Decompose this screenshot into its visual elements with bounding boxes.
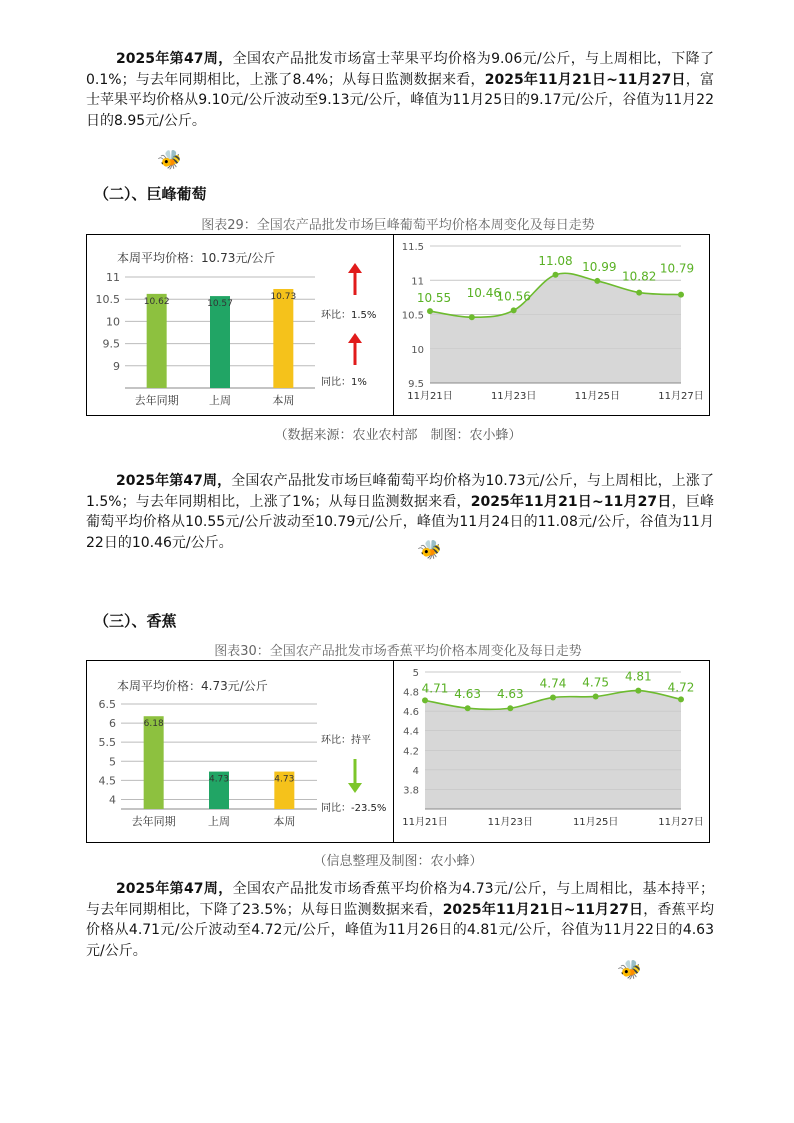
data-point: [553, 272, 559, 278]
down-arrow-icon: [348, 783, 362, 793]
data-label: 10.82: [621, 269, 657, 284]
section-heading-grape: （二）、巨峰葡萄: [94, 185, 207, 203]
y-tick-label: 4.4: [403, 726, 419, 738]
figure-source: （数据来源：农业农村部 制图：农小蜂）: [274, 428, 522, 443]
bar-chart-grape: [87, 235, 393, 415]
data-point: [593, 693, 599, 699]
y-tick-label: 11.5: [401, 242, 424, 253]
y-tick-label: 9.5: [408, 379, 424, 390]
bar: [144, 716, 164, 809]
figure-caption: 图表29：全国农产品批发市场巨峰葡萄平均价格本周变化及每日走势: [201, 218, 595, 233]
y-tick-label: 4: [109, 793, 116, 807]
data-label: 10.79: [659, 261, 695, 276]
y-tick-label: 11: [106, 271, 120, 284]
data-label: 4.81: [624, 669, 652, 684]
x-tick-label: 11月27日: [658, 391, 704, 402]
paragraph-banana: 2025年第47周，全国农产品批发市场香蕉平均价格为4.73元/公斤，与上周相比，基本持平；与去年同期相比，下降了23.5%；从每日监测数据来看，2025年11月21日~11月27日，香蕉平均价格从4.71元/公斤波动至4.72元/公斤，峰值为11月26日的4.81元/公斤，谷值为11月22日的4.63元/公斤。: [86, 881, 714, 959]
data-point: [511, 307, 517, 313]
data-point: [427, 308, 433, 314]
y-tick-label: 4.5: [98, 774, 116, 788]
watermark-logo: 🐝: [616, 955, 647, 986]
x-tick-label: 去年同期: [134, 394, 179, 407]
data-label: 10.56: [496, 289, 531, 304]
data-point: [422, 697, 428, 703]
line-chart-banana: [394, 661, 709, 842]
y-tick-label: 6: [109, 717, 116, 731]
data-point: [678, 696, 684, 702]
y-tick-label: 4.6: [403, 707, 419, 719]
up-arrow-icon: [348, 333, 362, 343]
data-point: [678, 292, 684, 298]
data-label: 11.08: [538, 253, 573, 268]
section-heading-banana: （三）、香蕉: [94, 612, 177, 630]
y-tick-label: 9.5: [102, 337, 120, 351]
x-tick-label: 11月23日: [490, 391, 537, 402]
bar: [147, 294, 167, 388]
data-point: [635, 688, 641, 694]
x-tick-label: 去年同期: [131, 815, 176, 828]
x-tick-label: 11月21日: [402, 817, 448, 828]
bar-data-label: 4.73: [274, 774, 295, 785]
x-tick-label: 11月23日: [487, 817, 534, 828]
mom-change-label: 环比：持平: [321, 735, 371, 746]
data-point: [469, 314, 475, 320]
paragraph-apple: 2025年第47周，全国农产品批发市场富士苹果平均价格为9.06元/公斤，与上周相比，下降了0.1%；与去年同期相比，上涨了8.4%；从每日监测数据来看，2025年11月21日~11月27日，富士苹果平均价格从9.10元/公斤波动至9.13元/公斤，峰值为11月25日的9.17元/公斤，谷值为11月22日的8.95元/公斤。: [86, 51, 715, 129]
data-point: [465, 705, 471, 711]
bar-data-label: 10.62: [143, 296, 170, 307]
x-tick-label: 本周: [272, 394, 295, 407]
y-tick-label: 4.2: [403, 746, 419, 758]
bar-data-label: 6.18: [143, 719, 164, 730]
x-tick-label: 11月27日: [658, 817, 704, 828]
data-point: [507, 705, 513, 711]
x-tick-label: 上周: [208, 815, 230, 828]
figure-source: （信息整理及制图：农小蜂）: [313, 854, 483, 869]
mom-change-label: 环比：1.5%: [321, 310, 377, 321]
y-tick-label: 9: [113, 359, 120, 373]
x-tick-label: 本周: [273, 815, 296, 828]
y-tick-label: 5: [109, 755, 116, 769]
y-tick-label: 5: [412, 668, 419, 679]
paragraph-grape: 2025年第47周，全国农产品批发市场巨峰葡萄平均价格为10.73元/公斤，与上周相比，上涨了1.5%；与去年同期相比，上涨了1%；从每日监测数据来看，2025年11月21日~11月27日，巨峰葡萄平均价格从10.55元/公斤波动至10.79元/公斤，峰值为11月24日的11.08元/公斤，谷值为11月22日的10.46元/公斤。: [86, 473, 715, 551]
watermark-logo: 🐝: [416, 535, 447, 566]
data-label: 4.63: [454, 687, 482, 702]
y-tick-label: 10.5: [95, 293, 120, 307]
data-point: [636, 290, 642, 296]
watermark-logo: 🐝: [156, 145, 187, 176]
y-tick-label: 4: [412, 765, 419, 777]
data-label: 4.63: [496, 687, 524, 702]
yoy-change-label: 同比：1%: [321, 377, 367, 388]
y-tick-label: 11: [411, 276, 424, 288]
y-tick-label: 6.5: [98, 698, 116, 711]
data-label: 4.74: [539, 676, 567, 691]
y-tick-label: 4.8: [403, 687, 419, 699]
week-lead: 2025年第47周，: [116, 51, 233, 67]
y-tick-label: 10: [411, 344, 424, 356]
bar: [273, 289, 293, 388]
y-tick-label: 5.5: [98, 736, 116, 750]
data-label: 4.71: [421, 681, 449, 696]
x-tick-label: 11月25日: [572, 817, 619, 828]
x-tick-label: 11月25日: [574, 391, 621, 402]
data-label: 4.75: [582, 675, 610, 690]
figure-29: [86, 234, 710, 416]
figure-caption: 图表30：全国农产品批发市场香蕉平均价格本周变化及每日走势: [214, 644, 582, 659]
line-chart-grape: [394, 235, 709, 415]
y-tick-label: 3.8: [403, 785, 419, 797]
y-tick-label: 10: [106, 315, 120, 329]
y-tick-label: 10.5: [401, 310, 424, 322]
up-arrow-icon: [348, 263, 362, 273]
bar-chart-title: 本周平均价格：10.73元/公斤: [117, 251, 276, 265]
data-point: [550, 694, 556, 700]
x-tick-label: 上周: [209, 394, 231, 407]
x-tick-label: 11月21日: [407, 391, 453, 402]
bar-data-label: 10.73: [270, 291, 297, 302]
figure-30: [86, 660, 710, 843]
data-point: [594, 278, 600, 284]
data-label: 4.72: [667, 680, 695, 695]
bar-chart-banana: [87, 661, 393, 842]
yoy-change-label: 同比：-23.5%: [321, 803, 387, 814]
bar-data-label: 10.57: [207, 299, 233, 310]
bar: [210, 296, 230, 388]
bar-data-label: 4.73: [208, 774, 230, 785]
data-label: 10.99: [582, 259, 617, 274]
data-label: 10.55: [416, 291, 452, 306]
bar-chart-title: 本周平均价格：4.73元/公斤: [117, 679, 268, 693]
data-label: 10.46: [466, 286, 502, 301]
